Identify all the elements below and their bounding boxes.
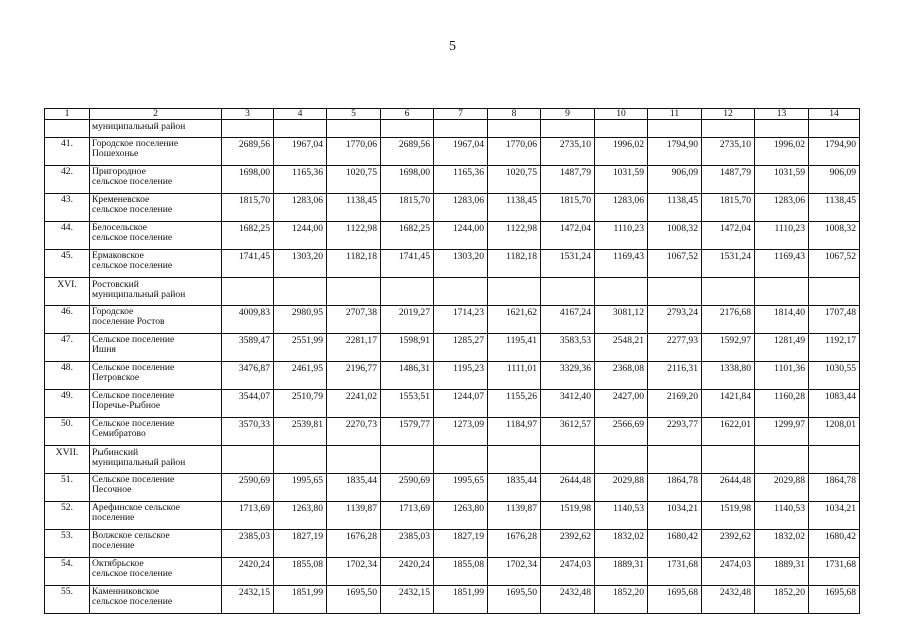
value-cell: 1020,75	[327, 166, 381, 194]
value-cell: 2539,81	[274, 418, 327, 446]
value-cell: 1713,69	[222, 502, 274, 530]
table-row	[45, 222, 860, 250]
table-row	[45, 138, 860, 166]
value-cell: 2707,38	[327, 306, 381, 334]
value-cell: 1794,90	[809, 138, 860, 166]
value-cell: 2368,08	[595, 362, 648, 390]
value-cell	[222, 446, 274, 474]
value-cell: 1110,23	[595, 222, 648, 250]
value-cell: 1889,31	[755, 558, 809, 586]
value-cell: 1852,20	[595, 586, 648, 614]
value-cell: 1996,02	[595, 138, 648, 166]
value-cell: 2029,88	[595, 474, 648, 502]
row-number-cell: 41.	[45, 138, 90, 166]
value-cell	[222, 278, 274, 306]
value-cell: 1695,68	[648, 586, 702, 614]
value-cell: 2432,15	[222, 586, 274, 614]
value-cell: 1621,62	[488, 306, 541, 334]
value-cell	[809, 278, 860, 306]
value-cell	[648, 446, 702, 474]
value-cell: 906,09	[809, 166, 860, 194]
value-cell	[648, 120, 702, 138]
value-cell: 2420,24	[381, 558, 434, 586]
value-cell: 1852,20	[755, 586, 809, 614]
value-cell: 1864,78	[809, 474, 860, 502]
value-cell: 1138,45	[327, 194, 381, 222]
value-cell: 1680,42	[648, 530, 702, 558]
value-cell: 1832,02	[595, 530, 648, 558]
value-cell: 1741,45	[381, 250, 434, 278]
table-row	[45, 502, 860, 530]
value-cell: 1111,01	[488, 362, 541, 390]
value-cell: 1008,32	[648, 222, 702, 250]
value-cell: 1195,41	[488, 334, 541, 362]
value-cell: 1531,24	[702, 250, 755, 278]
settlement-name-cell: Арефинское сельское поселение	[90, 502, 222, 530]
row-number-cell: 45.	[45, 250, 90, 278]
value-cell: 2735,10	[541, 138, 595, 166]
value-cell: 1244,00	[274, 222, 327, 250]
value-cell: 1283,06	[755, 194, 809, 222]
value-cell: 1303,20	[274, 250, 327, 278]
value-cell: 1967,04	[434, 138, 488, 166]
value-cell: 1835,44	[488, 474, 541, 502]
value-cell: 1283,06	[595, 194, 648, 222]
table-row	[45, 250, 860, 278]
header-cell: 7	[434, 109, 488, 120]
value-cell: 1815,70	[541, 194, 595, 222]
value-cell: 1067,52	[809, 250, 860, 278]
value-cell: 1682,25	[222, 222, 274, 250]
value-cell	[702, 278, 755, 306]
row-number-cell: 43.	[45, 194, 90, 222]
value-cell: 1855,08	[274, 558, 327, 586]
row-number-cell: XVI.	[45, 278, 90, 306]
value-cell: 1487,79	[541, 166, 595, 194]
value-cell: 1967,04	[274, 138, 327, 166]
value-cell: 3544,07	[222, 390, 274, 418]
value-cell: 2432,15	[381, 586, 434, 614]
value-cell: 2392,62	[702, 530, 755, 558]
value-cell	[595, 120, 648, 138]
value-cell: 1487,79	[702, 166, 755, 194]
table-row	[45, 120, 860, 138]
value-cell	[222, 120, 274, 138]
value-cell: 1676,28	[488, 530, 541, 558]
value-cell: 1622,01	[702, 418, 755, 446]
row-number-cell: 46.	[45, 306, 90, 334]
value-cell: 1030,55	[809, 362, 860, 390]
settlement-name-cell: Городское поселение Пошехонье	[90, 138, 222, 166]
row-number-cell: 50.	[45, 418, 90, 446]
table-row	[45, 586, 860, 614]
value-cell: 1702,34	[327, 558, 381, 586]
settlement-name-cell: Пригородное сельское поселение	[90, 166, 222, 194]
value-cell	[488, 120, 541, 138]
value-cell: 1695,68	[809, 586, 860, 614]
value-cell: 2689,56	[222, 138, 274, 166]
value-cell: 1486,31	[381, 362, 434, 390]
value-cell: 2474,03	[702, 558, 755, 586]
value-cell: 3412,40	[541, 390, 595, 418]
value-cell	[381, 278, 434, 306]
value-cell: 2270,73	[327, 418, 381, 446]
value-cell: 1138,45	[488, 194, 541, 222]
row-number-cell: 54.	[45, 558, 90, 586]
value-cell: 1034,21	[809, 502, 860, 530]
value-cell: 1165,36	[274, 166, 327, 194]
table-row	[45, 334, 860, 362]
value-cell	[755, 446, 809, 474]
row-number-cell: 49.	[45, 390, 90, 418]
row-number-cell: 42.	[45, 166, 90, 194]
settlement-name-cell: Белосельское сельское поселение	[90, 222, 222, 250]
value-cell: 2432,48	[702, 586, 755, 614]
table-row	[45, 166, 860, 194]
value-cell: 1472,04	[541, 222, 595, 250]
section-row	[45, 446, 860, 474]
value-cell: 1702,34	[488, 558, 541, 586]
value-cell: 2548,21	[595, 334, 648, 362]
value-cell: 2980,95	[274, 306, 327, 334]
row-number-cell: 51.	[45, 474, 90, 502]
value-cell: 1192,17	[809, 334, 860, 362]
value-cell: 2116,31	[648, 362, 702, 390]
value-cell	[755, 120, 809, 138]
header-cell: 10	[595, 109, 648, 120]
table-row	[45, 558, 860, 586]
settlement-name-cell: Сельское поселение Петровское	[90, 362, 222, 390]
value-cell: 1165,36	[434, 166, 488, 194]
row-number-cell: 47.	[45, 334, 90, 362]
value-cell: 2420,24	[222, 558, 274, 586]
value-cell: 1169,43	[755, 250, 809, 278]
value-cell: 2461,95	[274, 362, 327, 390]
value-cell	[274, 446, 327, 474]
header-cell: 4	[274, 109, 327, 120]
settlement-name-cell: Городское поселение Ростов	[90, 306, 222, 334]
settlement-name-cell: Сельское поселение Песочное	[90, 474, 222, 502]
value-cell	[434, 446, 488, 474]
section-row	[45, 278, 860, 306]
value-cell	[809, 446, 860, 474]
value-cell: 1713,69	[381, 502, 434, 530]
value-cell: 2644,48	[541, 474, 595, 502]
value-cell: 1273,09	[434, 418, 488, 446]
value-cell: 1083,44	[809, 390, 860, 418]
value-cell: 1008,32	[809, 222, 860, 250]
value-cell: 3081,12	[595, 306, 648, 334]
header-cell: 9	[541, 109, 595, 120]
value-cell	[648, 278, 702, 306]
value-cell: 1421,84	[702, 390, 755, 418]
settlement-name-cell: Сельское поселение Поречье-Рыбное	[90, 390, 222, 418]
value-cell: 1676,28	[327, 530, 381, 558]
value-cell	[327, 120, 381, 138]
value-cell: 1138,45	[648, 194, 702, 222]
value-cell: 1680,42	[809, 530, 860, 558]
value-cell: 1553,51	[381, 390, 434, 418]
value-cell: 1122,98	[327, 222, 381, 250]
value-cell: 1815,70	[222, 194, 274, 222]
value-cell: 3583,53	[541, 334, 595, 362]
table-row	[45, 306, 860, 334]
value-cell: 1889,31	[595, 558, 648, 586]
value-cell: 2689,56	[381, 138, 434, 166]
value-cell	[595, 446, 648, 474]
value-cell: 2019,27	[381, 306, 434, 334]
header-row	[45, 109, 860, 120]
settlement-name-cell: Сельское поселение Ишня	[90, 334, 222, 362]
value-cell: 2432,48	[541, 586, 595, 614]
settlement-name-cell: Каменниковское сельское поселение	[90, 586, 222, 614]
value-cell	[488, 278, 541, 306]
value-cell: 1794,90	[648, 138, 702, 166]
value-cell: 1731,68	[809, 558, 860, 586]
value-cell: 1682,25	[381, 222, 434, 250]
value-cell	[327, 446, 381, 474]
value-cell: 1832,02	[755, 530, 809, 558]
table-row	[45, 194, 860, 222]
row-number-cell	[45, 120, 90, 138]
header-cell: 8	[488, 109, 541, 120]
table-row	[45, 390, 860, 418]
settlement-name-cell: Ростовский муниципальный район	[90, 278, 222, 306]
value-cell: 2029,88	[755, 474, 809, 502]
value-cell: 1519,98	[541, 502, 595, 530]
value-cell: 1815,70	[381, 194, 434, 222]
value-cell: 2169,20	[648, 390, 702, 418]
header-cell: 5	[327, 109, 381, 120]
value-cell: 1031,59	[755, 166, 809, 194]
value-cell: 1996,02	[755, 138, 809, 166]
row-number-cell: 53.	[45, 530, 90, 558]
value-cell: 3589,47	[222, 334, 274, 362]
value-cell: 1067,52	[648, 250, 702, 278]
header-cell: 14	[809, 109, 860, 120]
table-row	[45, 418, 860, 446]
value-cell: 1698,00	[222, 166, 274, 194]
header-cell: 12	[702, 109, 755, 120]
value-cell: 1864,78	[648, 474, 702, 502]
value-cell: 2735,10	[702, 138, 755, 166]
value-cell: 1263,80	[274, 502, 327, 530]
value-cell	[702, 446, 755, 474]
value-cell: 1299,97	[755, 418, 809, 446]
value-cell: 2644,48	[702, 474, 755, 502]
value-cell: 4167,24	[541, 306, 595, 334]
row-number-cell: XVII.	[45, 446, 90, 474]
table-row	[45, 474, 860, 502]
value-cell: 1827,19	[274, 530, 327, 558]
value-cell: 2176,68	[702, 306, 755, 334]
row-number-cell: 48.	[45, 362, 90, 390]
settlement-name-cell: муниципальный район	[90, 120, 222, 138]
value-cell: 2551,99	[274, 334, 327, 362]
value-cell: 1303,20	[434, 250, 488, 278]
value-cell: 1182,18	[488, 250, 541, 278]
value-cell: 1283,06	[274, 194, 327, 222]
settlement-name-cell: Кременевское сельское поселение	[90, 194, 222, 222]
value-cell: 1707,48	[809, 306, 860, 334]
value-cell	[595, 278, 648, 306]
value-cell	[434, 120, 488, 138]
tariff-table	[44, 108, 860, 614]
value-cell	[274, 278, 327, 306]
value-cell: 2293,77	[648, 418, 702, 446]
value-cell	[541, 120, 595, 138]
value-cell: 1140,53	[755, 502, 809, 530]
value-cell	[702, 120, 755, 138]
value-cell: 1138,45	[809, 194, 860, 222]
value-cell: 1815,70	[702, 194, 755, 222]
value-cell: 1285,27	[434, 334, 488, 362]
value-cell: 1731,68	[648, 558, 702, 586]
value-cell: 1140,53	[595, 502, 648, 530]
value-cell: 1835,44	[327, 474, 381, 502]
value-cell: 1101,36	[755, 362, 809, 390]
value-cell: 3329,36	[541, 362, 595, 390]
value-cell: 1031,59	[595, 166, 648, 194]
value-cell: 1263,80	[434, 502, 488, 530]
value-cell: 1182,18	[327, 250, 381, 278]
value-cell: 1519,98	[702, 502, 755, 530]
value-cell: 1244,00	[434, 222, 488, 250]
value-cell: 1592,97	[702, 334, 755, 362]
row-number-cell: 52.	[45, 502, 90, 530]
value-cell	[381, 120, 434, 138]
header-cell: 6	[381, 109, 434, 120]
value-cell: 2590,69	[222, 474, 274, 502]
value-cell: 1714,23	[434, 306, 488, 334]
value-cell: 1139,87	[488, 502, 541, 530]
value-cell: 2590,69	[381, 474, 434, 502]
value-cell: 2281,17	[327, 334, 381, 362]
value-cell: 3570,33	[222, 418, 274, 446]
value-cell: 1020,75	[488, 166, 541, 194]
value-cell: 1034,21	[648, 502, 702, 530]
value-cell: 1160,28	[755, 390, 809, 418]
value-cell: 1122,98	[488, 222, 541, 250]
value-cell	[488, 446, 541, 474]
value-cell	[541, 446, 595, 474]
page-number: 5	[449, 39, 456, 54]
settlement-name-cell: Рыбинский муниципальный район	[90, 446, 222, 474]
header-cell: 2	[90, 109, 222, 120]
value-cell: 1851,99	[274, 586, 327, 614]
value-cell	[809, 120, 860, 138]
value-cell: 1579,77	[381, 418, 434, 446]
value-cell: 1695,50	[327, 586, 381, 614]
value-cell: 2196,77	[327, 362, 381, 390]
value-cell: 1995,65	[434, 474, 488, 502]
value-cell: 1698,00	[381, 166, 434, 194]
value-cell: 1155,26	[488, 390, 541, 418]
value-cell: 1110,23	[755, 222, 809, 250]
settlement-name-cell: Ермаковское сельское поселение	[90, 250, 222, 278]
value-cell: 1195,23	[434, 362, 488, 390]
value-cell	[541, 278, 595, 306]
value-cell: 2566,69	[595, 418, 648, 446]
value-cell: 4009,83	[222, 306, 274, 334]
value-cell: 1208,01	[809, 418, 860, 446]
value-cell: 2392,62	[541, 530, 595, 558]
value-cell: 2427,00	[595, 390, 648, 418]
value-cell: 1855,08	[434, 558, 488, 586]
value-cell: 1770,06	[327, 138, 381, 166]
value-cell: 1244,07	[434, 390, 488, 418]
value-cell	[274, 120, 327, 138]
value-cell: 1281,49	[755, 334, 809, 362]
header-cell: 13	[755, 109, 809, 120]
value-cell: 1283,06	[434, 194, 488, 222]
value-cell: 2241,02	[327, 390, 381, 418]
settlement-name-cell: Волжское сельское поселение	[90, 530, 222, 558]
value-cell	[434, 278, 488, 306]
value-cell: 1695,50	[488, 586, 541, 614]
table-row	[45, 362, 860, 390]
value-cell: 1995,65	[274, 474, 327, 502]
header-cell: 3	[222, 109, 274, 120]
value-cell: 1827,19	[434, 530, 488, 558]
value-cell: 1741,45	[222, 250, 274, 278]
value-cell: 3476,87	[222, 362, 274, 390]
value-cell: 2474,03	[541, 558, 595, 586]
value-cell	[327, 278, 381, 306]
value-cell: 1338,80	[702, 362, 755, 390]
value-cell: 1851,99	[434, 586, 488, 614]
table-row	[45, 530, 860, 558]
value-cell: 1598,91	[381, 334, 434, 362]
value-cell: 2793,24	[648, 306, 702, 334]
row-number-cell: 55.	[45, 586, 90, 614]
row-number-cell: 44.	[45, 222, 90, 250]
value-cell: 3612,57	[541, 418, 595, 446]
value-cell: 1472,04	[702, 222, 755, 250]
value-cell: 2510,79	[274, 390, 327, 418]
header-cell: 11	[648, 109, 702, 120]
value-cell: 2277,93	[648, 334, 702, 362]
value-cell: 2385,03	[222, 530, 274, 558]
value-cell: 1184,97	[488, 418, 541, 446]
settlement-name-cell: Октябрьское сельское поселение	[90, 558, 222, 586]
value-cell	[381, 446, 434, 474]
value-cell: 1169,43	[595, 250, 648, 278]
value-cell	[755, 278, 809, 306]
value-cell: 1770,06	[488, 138, 541, 166]
header-cell: 1	[45, 109, 90, 120]
value-cell: 1814,40	[755, 306, 809, 334]
value-cell: 1531,24	[541, 250, 595, 278]
value-cell: 2385,03	[381, 530, 434, 558]
value-cell: 906,09	[648, 166, 702, 194]
settlement-name-cell: Сельское поселение Семибратово	[90, 418, 222, 446]
value-cell: 1139,87	[327, 502, 381, 530]
